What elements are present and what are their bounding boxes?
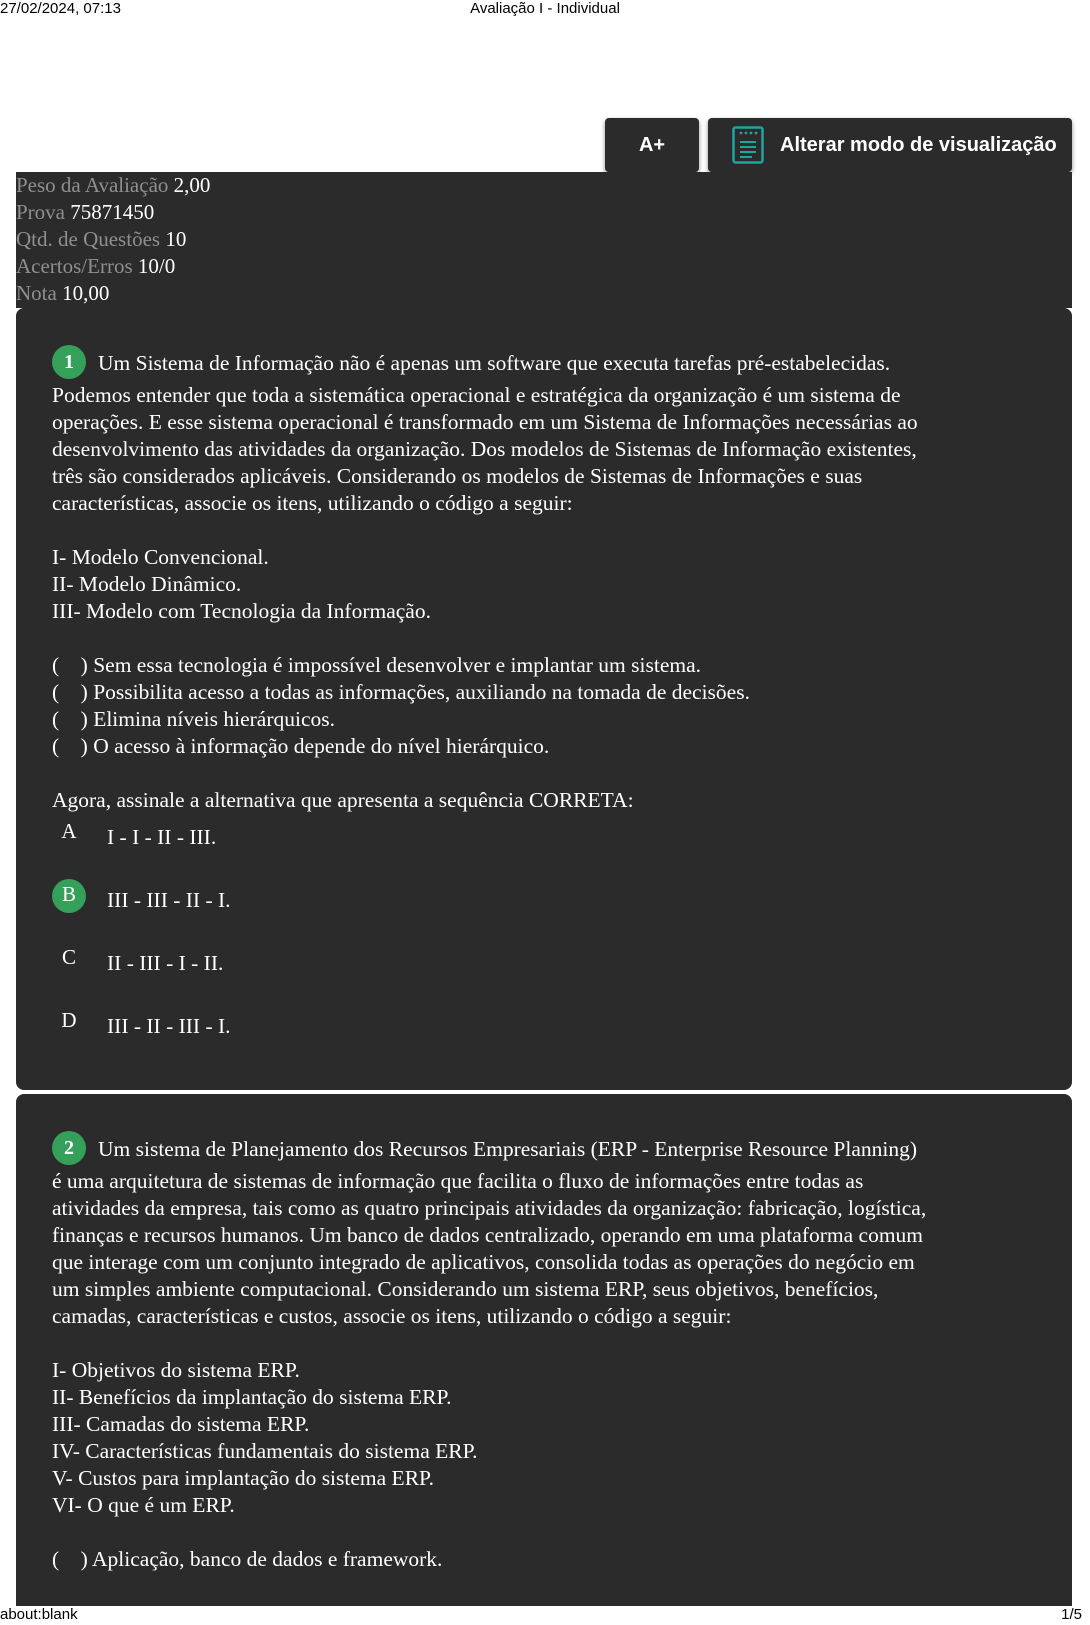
question-text-line: Podemos entender que toda a sistemática operacional e estratégica da organização é um sistema de — [52, 383, 901, 407]
print-page-number: 1/5 — [1061, 1606, 1082, 1623]
code-item: III- Camadas do sistema ERP. — [52, 1412, 310, 1436]
print-datetime: 27/02/2024, 07:13 — [0, 0, 121, 17]
summary-label: Nota — [16, 281, 57, 305]
exam-summary — [16, 172, 1072, 308]
option-letter: D — [61, 1008, 77, 1032]
question-text-line: atividades da empresa, tais como as quatro principais atividades da organização: fabricação, logística, — [52, 1196, 927, 1220]
summary-label: Peso da Avaliação — [16, 173, 169, 197]
answer-option-c[interactable] — [52, 942, 1034, 1005]
summary-row — [16, 199, 1072, 226]
print-url: about:blank — [0, 1606, 78, 1623]
option-text: III - III - II - I. — [107, 888, 231, 912]
question-prompt: Agora, assinale a alternativa que apresenta a sequência CORRETA: — [52, 788, 634, 812]
view-mode-label: Alterar modo de visualização — [780, 133, 1057, 156]
summary-value: 10 — [165, 227, 187, 251]
font-size-increase-button[interactable]: A+ — [605, 118, 699, 172]
question-text-line: desenvolvimento das atividades da organização. Dos modelos de Sistemas de Informação existentes, — [52, 437, 917, 461]
statement-item: ( ) Sem essa tecnologia é impossível desenvolver e implantar um sistema. — [52, 653, 702, 677]
statement-item: ( ) Possibilita acesso a todas as informações, auxiliando na tomada de decisões. — [52, 680, 750, 704]
summary-label: Qtd. de Questões — [16, 227, 161, 251]
summary-row — [16, 172, 1072, 199]
view-mode-button[interactable] — [708, 118, 1072, 172]
statement-item: ( ) Elimina níveis hierárquicos. — [52, 707, 336, 731]
answer-option-a[interactable] — [52, 816, 1034, 879]
code-item: VI- O que é um ERP. — [52, 1493, 235, 1517]
option-letter: A — [61, 819, 77, 843]
summary-label: Prova — [16, 200, 65, 224]
code-item: I- Objetivos do sistema ERP. — [52, 1358, 300, 1382]
question-text-line: características, associe os itens, utilizando o código a seguir: — [52, 491, 573, 515]
option-letter: C — [61, 945, 76, 969]
answer-options — [52, 816, 1034, 1068]
question-text-line: que interage com um conjunto integrado de aplicativos, consolida todas as operações do negócio em — [52, 1250, 915, 1274]
summary-value: 75871450 — [70, 200, 155, 224]
print-footer — [0, 1606, 1090, 1624]
question-text-line: finanças e recursos humanos. Um banco de dados centralizado, operando em uma plataforma comum — [52, 1223, 924, 1247]
summary-label: Acertos/Erros — [16, 254, 133, 278]
print-header — [0, 0, 1090, 18]
question-text-line: operações. E esse sistema operacional é transformado em um Sistema de Informações necessárias ao — [52, 410, 918, 434]
summary-row — [16, 253, 1072, 280]
answer-option-b[interactable] — [52, 879, 1034, 942]
question-text-line: é uma arquitetura de sistemas de informação que facilita o fluxo de informações entre todas as — [52, 1169, 864, 1193]
summary-row — [16, 280, 1072, 307]
question-text-line — [52, 348, 1034, 382]
code-item: IV- Características fundamentais do sistema ERP. — [52, 1439, 478, 1463]
answer-option-d[interactable] — [52, 1005, 1034, 1068]
summary-value: 10,00 — [62, 281, 110, 305]
option-text: I - I - II - III. — [107, 825, 217, 849]
question-number-badge: 1 — [52, 345, 86, 379]
question-number-badge: 2 — [52, 1131, 86, 1165]
statement-item: ( ) Aplicação, banco de dados e framework. — [52, 1547, 443, 1571]
code-item: I- Modelo Convencional. — [52, 545, 269, 569]
code-item: II- Modelo Dinâmico. — [52, 572, 242, 596]
code-item: V- Custos para implantação do sistema ERP. — [52, 1466, 434, 1490]
question-text-line — [52, 1134, 1034, 1168]
statement-item: ( ) O acesso à informação depende do nível hierárquico. — [52, 734, 550, 758]
summary-value: 2,00 — [173, 173, 211, 197]
document-view-icon — [732, 126, 764, 164]
option-text: III - II - III - I. — [107, 1014, 231, 1038]
option-text: II - III - I - II. — [107, 951, 224, 975]
toolbar — [605, 118, 1072, 172]
summary-value: 10/0 — [137, 254, 176, 278]
code-item: II- Benefícios da implantação do sistema ERP. — [52, 1385, 452, 1409]
print-title: Avaliação I - Individual — [470, 0, 620, 17]
summary-row — [16, 226, 1072, 253]
question-text-line: um simples ambiente computacional. Considerando um sistema ERP, seus objetivos, benefícios, — [52, 1277, 879, 1301]
question-text-line: camadas, características e custos, associe os itens, utilizando o código a seguir: — [52, 1304, 732, 1328]
question-text: Um Sistema de Informação não é apenas um software que executa tarefas pré-estabelecidas. — [98, 350, 891, 375]
question-card — [16, 1094, 1072, 1606]
question-text-line: três são considerados aplicáveis. Considerando os modelos de Sistemas de Informações e suas — [52, 464, 863, 488]
question-card — [16, 308, 1072, 1090]
question-text: Um sistema de Planejamento dos Recursos Empresariais (ERP - Enterprise Resource Planning) — [98, 1136, 918, 1161]
code-item: III- Modelo com Tecnologia da Informação. — [52, 599, 431, 623]
option-letter-correct: B — [52, 879, 86, 913]
